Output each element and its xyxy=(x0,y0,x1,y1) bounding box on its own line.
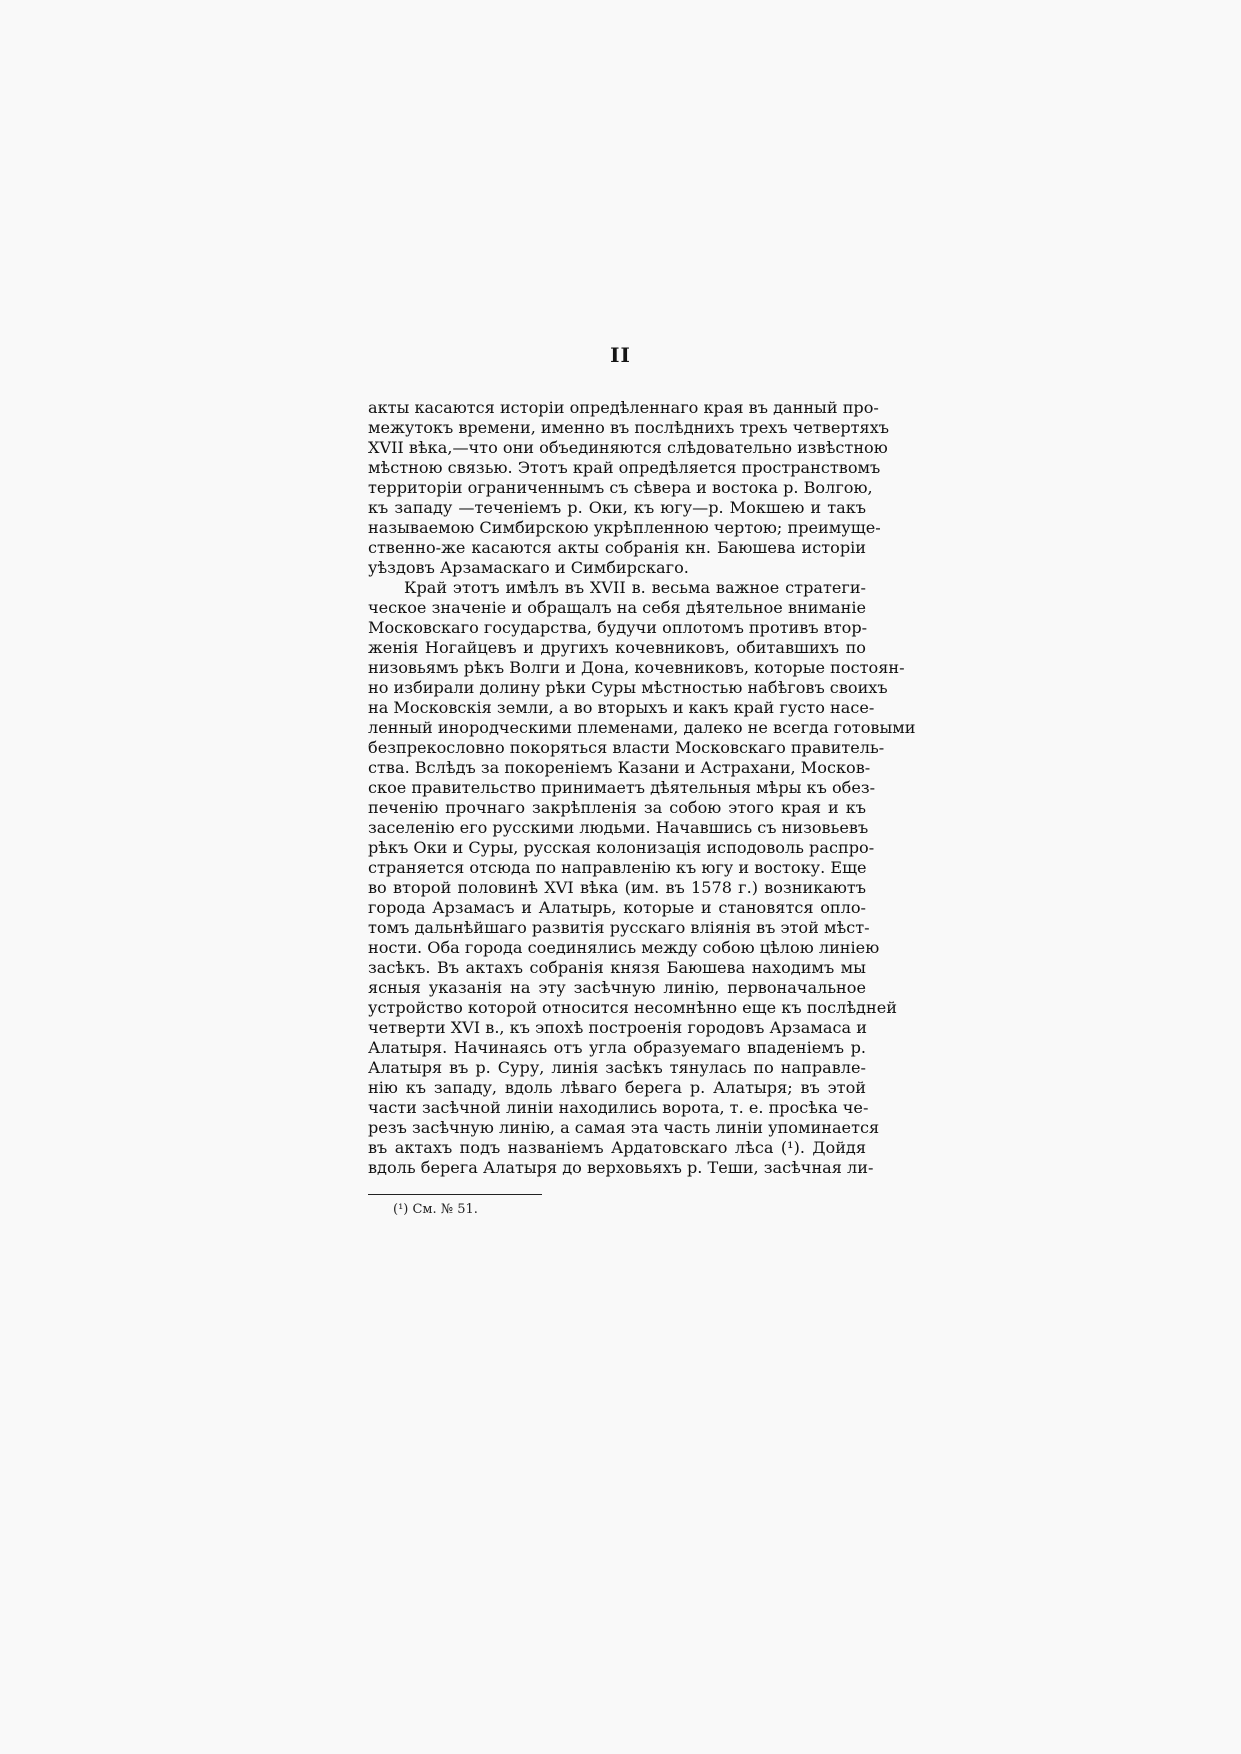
text-line: четверти XVI в., къ эпохѣ построенiя городовъ Арзамаса и xyxy=(368,1018,867,1037)
text-line: ства. Вслѣдъ за покоренiемъ Казани и Астрахани, Москов- xyxy=(368,758,871,777)
text-line: женiя Ногайцевъ и другихъ кочевниковъ, обитавшихъ по xyxy=(368,638,866,657)
text-line: вдоль берега Алатыря до верховьяхъ р. Теши, засѣчная ли- xyxy=(368,1158,874,1177)
text-line: Московскаго государства, будучи оплотомъ противъ втор- xyxy=(368,618,868,637)
text-line: безпрекословно покоряться власти Московскаго правитель- xyxy=(368,738,885,757)
text-line: XVII вѣка,—что они объединяются слѣдовательно извѣстною xyxy=(368,438,888,457)
text-line: засѣкъ. Въ актахъ собранiя князя Баюшева находимъ мы xyxy=(368,958,866,977)
text-line: печенiю прочнаго закрѣпленiя за собою этого края и къ xyxy=(368,798,866,817)
text-line: страняется отсюда по направленiю къ югу и востоку. Еще xyxy=(368,858,867,877)
text-line: называемою Симбирскою укрѣпленною чертою; преимуще- xyxy=(368,518,881,537)
text-line: Край этотъ имѣлъ въ XVII в. весьма важное стратеги- xyxy=(404,578,866,597)
text-line: ленный инородческими племенами, далеко не всегда готовыми xyxy=(368,718,916,737)
page-number: II xyxy=(610,343,631,367)
text-line: резъ засѣчную линiю, а самая эта часть линiи упоминается xyxy=(368,1118,880,1137)
text-line: къ западу —теченiемъ р. Оки, къ югу—р. Мокшею и такъ xyxy=(368,498,866,517)
text-line: ское правительство принимаетъ дѣятельныя мѣры къ обез- xyxy=(368,778,876,797)
text-line: города Арзамасъ и Алатырь, которые и становятся опло- xyxy=(368,898,866,917)
text-line: ности. Оба города соединялись между собою цѣлою линiею xyxy=(368,938,880,957)
text-line: въ актахъ подъ названiемъ Ардатовскаго лѣса (¹). Дойдя xyxy=(368,1138,866,1157)
text-line: томъ дальнѣйшаго развитiя русскаго влiянiя въ этой мѣст- xyxy=(368,918,870,937)
text-line: Алатыря. Начинаясь отъ угла образуемаго впаденiемъ р. xyxy=(368,1038,866,1057)
text-line: но избирали долину рѣки Суры мѣстностью набѣговъ своихъ xyxy=(368,678,888,697)
footnote-divider xyxy=(368,1194,542,1195)
text-line: низовьямъ рѣкъ Волги и Дона, кочевниковъ, которые постоян- xyxy=(368,658,905,677)
paragraph-2 xyxy=(368,578,916,1178)
text-line: территорiи ограниченнымъ съ сѣвера и востока р. Волгою, xyxy=(368,478,873,497)
text-line: ясныя указанiя на эту засѣчную линiю, первоначальное xyxy=(368,978,866,997)
footnote: (¹) См. № 51. xyxy=(393,1202,478,1217)
paragraph-1 xyxy=(368,398,890,578)
text-line: заселенiю его русскими людьми. Начавшись съ низовьевъ xyxy=(368,818,869,837)
text-line: межутокъ времени, именно въ послѣднихъ трехъ четвертяхъ xyxy=(368,418,890,437)
text-line: акты касаются исторiи опредѣленнаго края въ данный про- xyxy=(368,398,879,417)
text-line: нiю къ западу, вдоль лѣваго берега р. Алатыря; въ этой xyxy=(368,1078,866,1097)
text-line: на Московскiя земли, а во вторыхъ и какъ край густо насе- xyxy=(368,698,875,717)
text-line: ческое значенiе и обращалъ на себя дѣятельное вниманiе xyxy=(368,598,866,617)
body-text xyxy=(368,398,916,1178)
text-line: во второй половинѣ XVI вѣка (им. въ 1578 г.) возникаютъ xyxy=(368,878,866,897)
text-line: устройство которой относится несомнѣнно еще къ послѣдней xyxy=(368,998,897,1017)
text-line: рѣкъ Оки и Суры, русская колонизацiя исподоволь распро- xyxy=(368,838,875,857)
text-line: мѣстною связью. Этотъ край опредѣляется пространствомъ xyxy=(368,458,881,477)
text-line: ственно-же касаются акты собранiя кн. Баюшева исторiи xyxy=(368,538,866,557)
text-line: части засѣчной линiи находились ворота, т. е. просѣка че- xyxy=(368,1098,869,1117)
text-line: Алатыря въ р. Суру, линiя засѣкъ тянулась по направле- xyxy=(368,1058,866,1077)
text-line: уѣздовъ Арзамаскаго и Симбирскаго. xyxy=(368,558,689,577)
